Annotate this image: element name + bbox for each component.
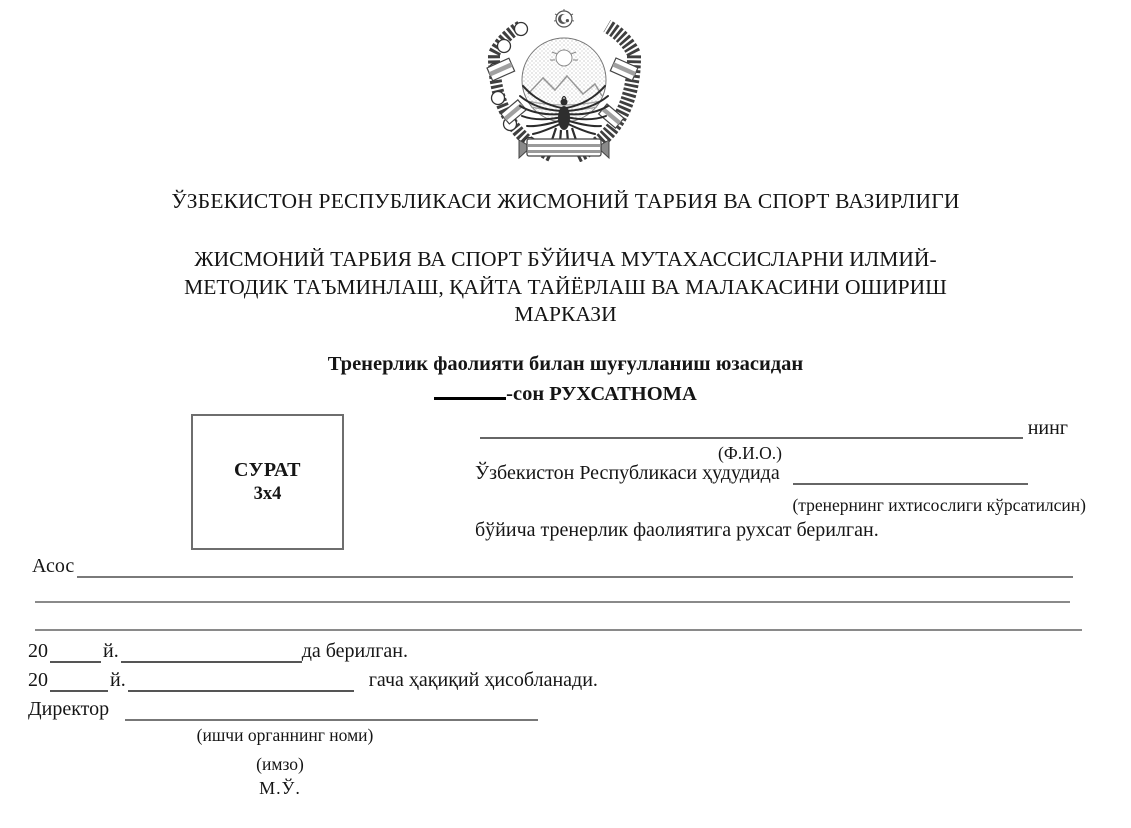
license-number-line [0,383,1131,406]
basis-blank-line-1 [77,556,1073,578]
ministry-header: ЎЗБЕКИСТОН РЕСПУБЛИКАСИ ЖИСМОНИЙ ТАРБИЯ ВА СПОРТ ВАЗИРЛИГИ [171,189,960,213]
valid-text: гача ҳақиқий ҳисобланади. [368,669,598,691]
issue-year-letter: й. [103,640,119,662]
org-name-caption: (ишчи органнинг номи) [196,725,374,745]
ning-suffix: нинг [1027,417,1068,439]
basis-label: Асос [32,555,75,577]
uzbekistan-emblem [483,8,645,162]
fio-blank-line [480,417,1023,439]
valid-year-letter: й. [110,669,126,691]
specialty-blank-line [793,463,1028,485]
document-title-line: Тренерлик фаолияти билан шуғулланиш юзасидан [327,353,804,375]
signature-caption: (имзо) [256,754,304,774]
basis-blank-line-3 [35,629,1082,631]
license-number-blank [434,383,506,400]
center-name-line-3: МАРКАЗИ [514,302,617,326]
photo-label: СУРАТ [233,459,302,481]
valid-year-prefix: 20 [28,669,48,691]
valid-date-blank [128,670,354,692]
fio-row [480,417,1068,439]
issued-text: да берилган. [301,640,409,662]
center-name-line-2: МЕТОДИК ТАЪМИНЛАШ, ҚАЙТА ТАЙЁРЛАШ ВА МАЛАКАСИНИ ОШИРИШ [184,274,947,299]
specialty-caption: (тренернинг ихтисослиги кўрсатилсин) [792,495,1086,515]
territory-label: Ўзбекистон Республикаси ҳудудида [475,462,780,484]
valid-year-blank [50,670,108,692]
license-number-suffix: -сон РУХСАТНОМА [506,383,697,405]
issue-year-blank [50,641,101,663]
issue-year-prefix: 20 [28,640,48,662]
director-signature-blank [125,699,538,721]
seal-place-label: М.Ў. [259,778,301,798]
basis-blank-line-2 [35,601,1070,603]
valid-until-row [28,669,598,692]
photo-size-label: 3x4 [253,484,282,504]
fio-caption: (Ф.И.О.) [718,443,782,463]
center-name-header [0,246,1131,329]
center-name-line-1: ЖИСМОНИЙ ТАРБИЯ ВА СПОРТ БЎЙИЧА МУТАХАССИСЛАРНИ ИЛМИЙ- [194,247,937,271]
director-row [28,698,538,721]
territory-row [475,462,1028,485]
permission-text: бўйича тренерлик фаолиятига рухсат берилган. [475,519,879,541]
photo-placeholder-box [191,414,344,550]
issue-date-row [28,640,408,663]
basis-row [32,555,1073,578]
issue-date-blank [121,641,302,663]
director-label: Директор [28,698,110,720]
